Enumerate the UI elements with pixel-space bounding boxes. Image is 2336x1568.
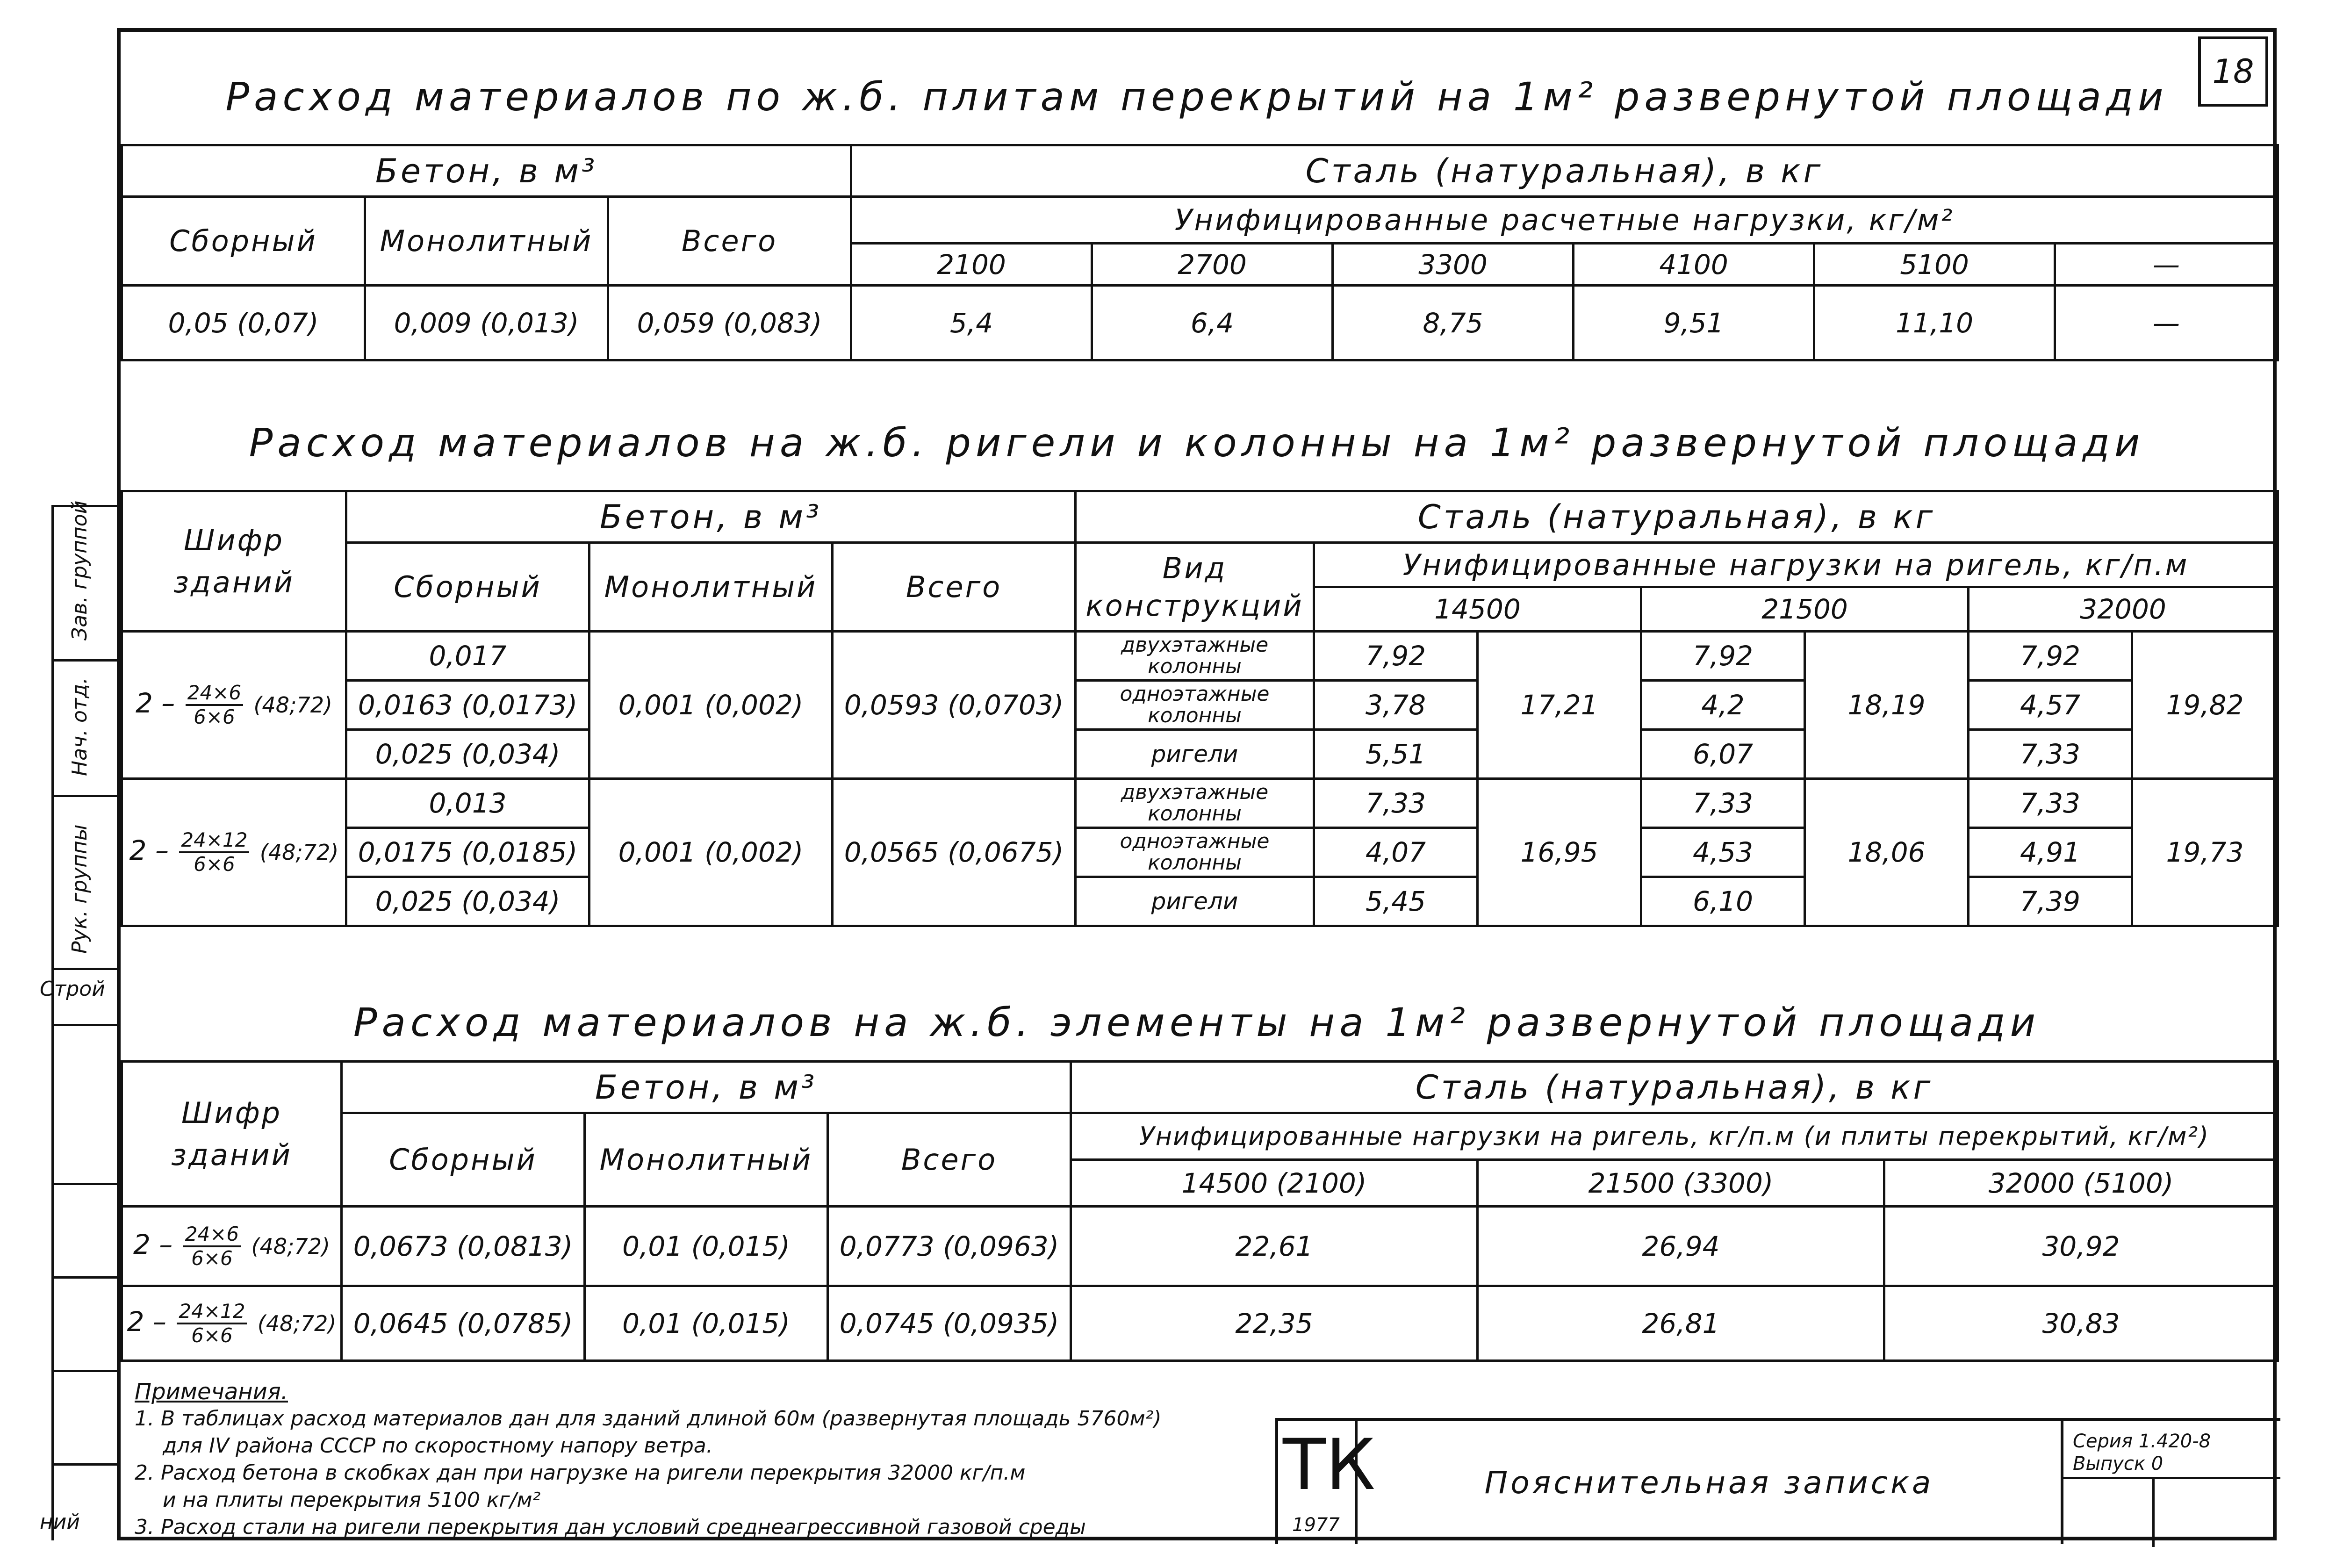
s1-sborny: 0,05 (0,07) — [122, 286, 365, 360]
margin-line — [54, 1276, 119, 1279]
s1-col-vsego: Всего — [608, 197, 851, 286]
s2-sborny: 0,025 (0,034) — [346, 730, 589, 779]
s3-steel: 22,35 — [1071, 1286, 1478, 1361]
s1-beton-header: Бетон, в м³ — [122, 145, 851, 197]
s2-vid: двухэтажные колонны — [1076, 779, 1314, 828]
s1-steel: 11,10 — [1814, 286, 2055, 360]
title-block — [1275, 1418, 2280, 1544]
section1-title: Расход материалов по ж.б. плитам перекрытий на 1м² развернутой площади — [225, 74, 2168, 120]
tk-logo-box — [1275, 1418, 1376, 1544]
s2-value: 3,78 — [1314, 681, 1478, 730]
s2-value: 6,10 — [1641, 877, 1805, 926]
s3-shifr — [122, 1207, 342, 1286]
section2-table — [121, 490, 2279, 927]
s3-col-monolit: Монолитный — [585, 1113, 828, 1207]
s2-total: 18,06 — [1805, 779, 1969, 926]
s2-total: 17,21 — [1478, 632, 1641, 779]
s3-monolit: 0,01 (0,015) — [585, 1286, 828, 1361]
s2-vsego: 0,0565 (0,0675) — [833, 779, 1076, 926]
s3-vsego: 0,0745 (0,0935) — [828, 1286, 1071, 1361]
margin-line — [54, 1183, 119, 1185]
series-divider-vertical — [2152, 1477, 2155, 1547]
s2-value: 7,92 — [1314, 632, 1478, 681]
series-info — [2073, 1430, 2211, 1475]
s2-load: 32000 — [1969, 587, 2278, 632]
s2-shifr — [122, 779, 346, 926]
s1-load: 3300 — [1333, 244, 1574, 286]
shifr-prefix: 2 – — [135, 687, 175, 719]
series-box — [2061, 1418, 2280, 1544]
s3-sborny: 0,0673 (0,0813) — [342, 1207, 585, 1286]
s2-col-shifr: Шифр зданий — [122, 491, 346, 632]
s1-monolit: 0,009 (0,013) — [365, 286, 608, 360]
stamp-series: Серия 1.420-8 — [2073, 1431, 2211, 1452]
s2-value: 6,07 — [1641, 730, 1805, 779]
s2-vid: одноэтажные колонны — [1076, 681, 1314, 730]
s2-sborny: 0,013 — [346, 779, 589, 828]
s2-vid: ригели — [1076, 877, 1314, 926]
s2-value: 5,45 — [1314, 877, 1478, 926]
margin-line — [54, 968, 119, 970]
s2-value: 7,33 — [1314, 779, 1478, 828]
s1-col-sborny: Сборный — [122, 197, 365, 286]
s1-steel: 5,4 — [851, 286, 1092, 360]
s1-load: 2700 — [1092, 244, 1333, 286]
margin-line — [54, 659, 119, 662]
section3-table — [121, 1060, 2279, 1362]
s2-beton-header: Бетон, в м³ — [346, 491, 1076, 543]
s1-load: 4100 — [1574, 244, 1814, 286]
margin-label: Зав. группой — [68, 500, 92, 640]
s2-vid: двухэтажные колонны — [1076, 632, 1314, 681]
s2-vid: ригели — [1076, 730, 1314, 779]
drawing-sheet — [117, 28, 2277, 1540]
shifr-suffix: (48;72) — [259, 840, 339, 865]
s3-vsego: 0,0773 (0,0963) — [828, 1207, 1071, 1286]
s2-load: 21500 — [1641, 587, 1969, 632]
s3-monolit: 0,01 (0,015) — [585, 1207, 828, 1286]
note-line: 1. В таблицах расход материалов дан для зданий длиной 60м (развернутая площадь 5760м²) — [135, 1407, 1162, 1431]
s2-value: 4,2 — [1641, 681, 1805, 730]
margin-label: Нач. отд. — [68, 677, 92, 776]
s3-col-shifr: Шифр зданий — [122, 1062, 342, 1207]
s2-total: 19,82 — [2132, 632, 2278, 779]
frac-den: 6×6 — [194, 705, 235, 728]
s2-col-sborny: Сборный — [346, 543, 589, 632]
s1-steel: 8,75 — [1333, 286, 1574, 360]
margin-line — [54, 1024, 119, 1026]
s3-stal-header: Сталь (натуральная), в кг — [1071, 1062, 2278, 1113]
s2-value: 4,07 — [1314, 828, 1478, 877]
sheet-number: 18 — [2198, 36, 2268, 107]
note-line: 3. Расход стали на ригели перекрытия дан условий среднеагрессивной газовой среды — [135, 1515, 1086, 1539]
s1-vsego: 0,059 (0,083) — [608, 286, 851, 360]
section2-title: Расход материалов на ж.б. ригели и колонны на 1м² развернутой площади — [249, 420, 2145, 466]
s1-steel: 6,4 — [1092, 286, 1333, 360]
s2-total: 18,19 — [1805, 632, 1969, 779]
s2-value: 7,92 — [1969, 632, 2132, 681]
frac-den: 6×6 — [194, 853, 235, 876]
s2-monolit: 0,001 (0,002) — [589, 632, 833, 779]
s1-load: 5100 — [1814, 244, 2055, 286]
s2-value: 7,39 — [1969, 877, 2132, 926]
s2-sborny: 0,017 — [346, 632, 589, 681]
s2-value: 7,92 — [1641, 632, 1805, 681]
s2-total: 16,95 — [1478, 779, 1641, 926]
margin-label: Строй — [40, 977, 105, 1001]
s2-value: 5,51 — [1314, 730, 1478, 779]
s3-load: 21500 (3300) — [1478, 1160, 1884, 1207]
s1-load: — — [2055, 244, 2278, 286]
section1-table — [121, 144, 2279, 361]
s2-monolit: 0,001 (0,002) — [589, 779, 833, 926]
frac-num: 24×12 — [179, 829, 249, 853]
s2-vsego: 0,0593 (0,0703) — [833, 632, 1076, 779]
s3-steel: 22,61 — [1071, 1207, 1478, 1286]
s2-shifr — [122, 632, 346, 779]
s3-steel: 26,81 — [1478, 1286, 1884, 1361]
shifr-suffix: (48;72) — [253, 692, 333, 718]
s2-sborny: 0,0175 (0,0185) — [346, 828, 589, 877]
margin-line — [54, 1370, 119, 1372]
s3-steel: 30,92 — [1884, 1207, 2278, 1286]
shifr-fraction — [177, 1300, 247, 1347]
s3-col-vsego: Всего — [828, 1113, 1071, 1207]
s3-load: 14500 (2100) — [1071, 1160, 1478, 1207]
s3-load: 32000 (5100) — [1884, 1160, 2278, 1207]
margin-label: ний — [40, 1510, 80, 1534]
s2-col-monolit: Монолитный — [589, 543, 833, 632]
s3-steel: 26,94 — [1478, 1207, 1884, 1286]
s2-value: 4,53 — [1641, 828, 1805, 877]
margin-label: Рук. группы — [68, 824, 92, 954]
s1-steel: — — [2055, 286, 2278, 360]
s2-load: 14500 — [1314, 587, 1641, 632]
frac-num: 24×6 — [183, 1223, 241, 1247]
section3-title: Расход материалов на ж.б. элементы на 1м² развернутой площади — [353, 1000, 2041, 1045]
margin-line — [54, 1463, 119, 1466]
s2-value: 4,91 — [1969, 828, 2132, 877]
s2-col-vsego: Всего — [833, 543, 1076, 632]
s2-value: 7,33 — [1969, 730, 2132, 779]
frac-num: 24×6 — [186, 682, 243, 706]
s2-col-vid: Вид конструкций — [1076, 543, 1314, 632]
shifr-fraction — [179, 829, 249, 876]
s2-total: 19,73 — [2132, 779, 2278, 926]
shifr-prefix: 2 – — [127, 1305, 166, 1338]
s3-col-sborny: Сборный — [342, 1113, 585, 1207]
frac-den: 6×6 — [191, 1246, 233, 1270]
s1-col-monolit: Монолитный — [365, 197, 608, 286]
s2-value: 7,33 — [1969, 779, 2132, 828]
shifr-fraction — [183, 1223, 241, 1270]
note-line: и на плиты перекрытия 5100 кг/м² — [163, 1488, 541, 1512]
stamp-issue: Выпуск 0 — [2073, 1453, 2163, 1474]
notes — [135, 1378, 1266, 1541]
s3-loads-header: Унифицированные нагрузки на ригель, кг/п.м (и плиты перекрытий, кг/м²) — [1071, 1113, 2278, 1160]
note-line: для IV района СССР по скоростному напору ветра. — [163, 1434, 713, 1458]
s3-shifr — [122, 1286, 342, 1361]
shifr-fraction — [186, 682, 243, 728]
frac-den: 6×6 — [191, 1323, 233, 1347]
s2-sborny: 0,025 (0,034) — [346, 877, 589, 926]
shifr-suffix: (48;72) — [251, 1233, 331, 1259]
frac-num: 24×12 — [177, 1300, 247, 1324]
s3-steel: 30,83 — [1884, 1286, 2278, 1361]
s2-vid: одноэтажные колонны — [1076, 828, 1314, 877]
s2-loads-header: Унифицированные нагрузки на ригель, кг/п.м — [1314, 543, 2278, 587]
s3-sborny: 0,0645 (0,0785) — [342, 1286, 585, 1361]
notes-heading: Примечания. — [135, 1379, 288, 1405]
stamp-title: Пояснительная записка — [1355, 1418, 2061, 1544]
s1-stal-header: Сталь (натуральная), в кг — [851, 145, 2278, 197]
s2-value: 7,33 — [1641, 779, 1805, 828]
s2-sborny: 0,0163 (0,0173) — [346, 681, 589, 730]
shifr-prefix: 2 – — [129, 834, 169, 867]
s3-beton-header: Бетон, в м³ — [342, 1062, 1071, 1113]
margin-line — [54, 795, 119, 797]
stamp-year: 1977 — [1292, 1514, 1340, 1536]
shifr-suffix: (48;72) — [257, 1310, 337, 1336]
s1-loads-header: Унифицированные расчетные нагрузки, кг/м² — [851, 197, 2278, 244]
margin-strip — [40, 500, 119, 1540]
note-line: 2. Расход бетона в скобках дан при нагрузке на ригели перекрытия 32000 кг/п.м — [135, 1461, 1026, 1485]
s2-value: 4,57 — [1969, 681, 2132, 730]
shifr-prefix: 2 – — [133, 1228, 173, 1260]
tk-logo: ТК — [1283, 1424, 1376, 1506]
s1-steel: 9,51 — [1574, 286, 1814, 360]
s1-load: 2100 — [851, 244, 1092, 286]
series-divider — [2063, 1477, 2280, 1479]
s2-stal-header: Сталь (натуральная), в кг — [1076, 491, 2278, 543]
